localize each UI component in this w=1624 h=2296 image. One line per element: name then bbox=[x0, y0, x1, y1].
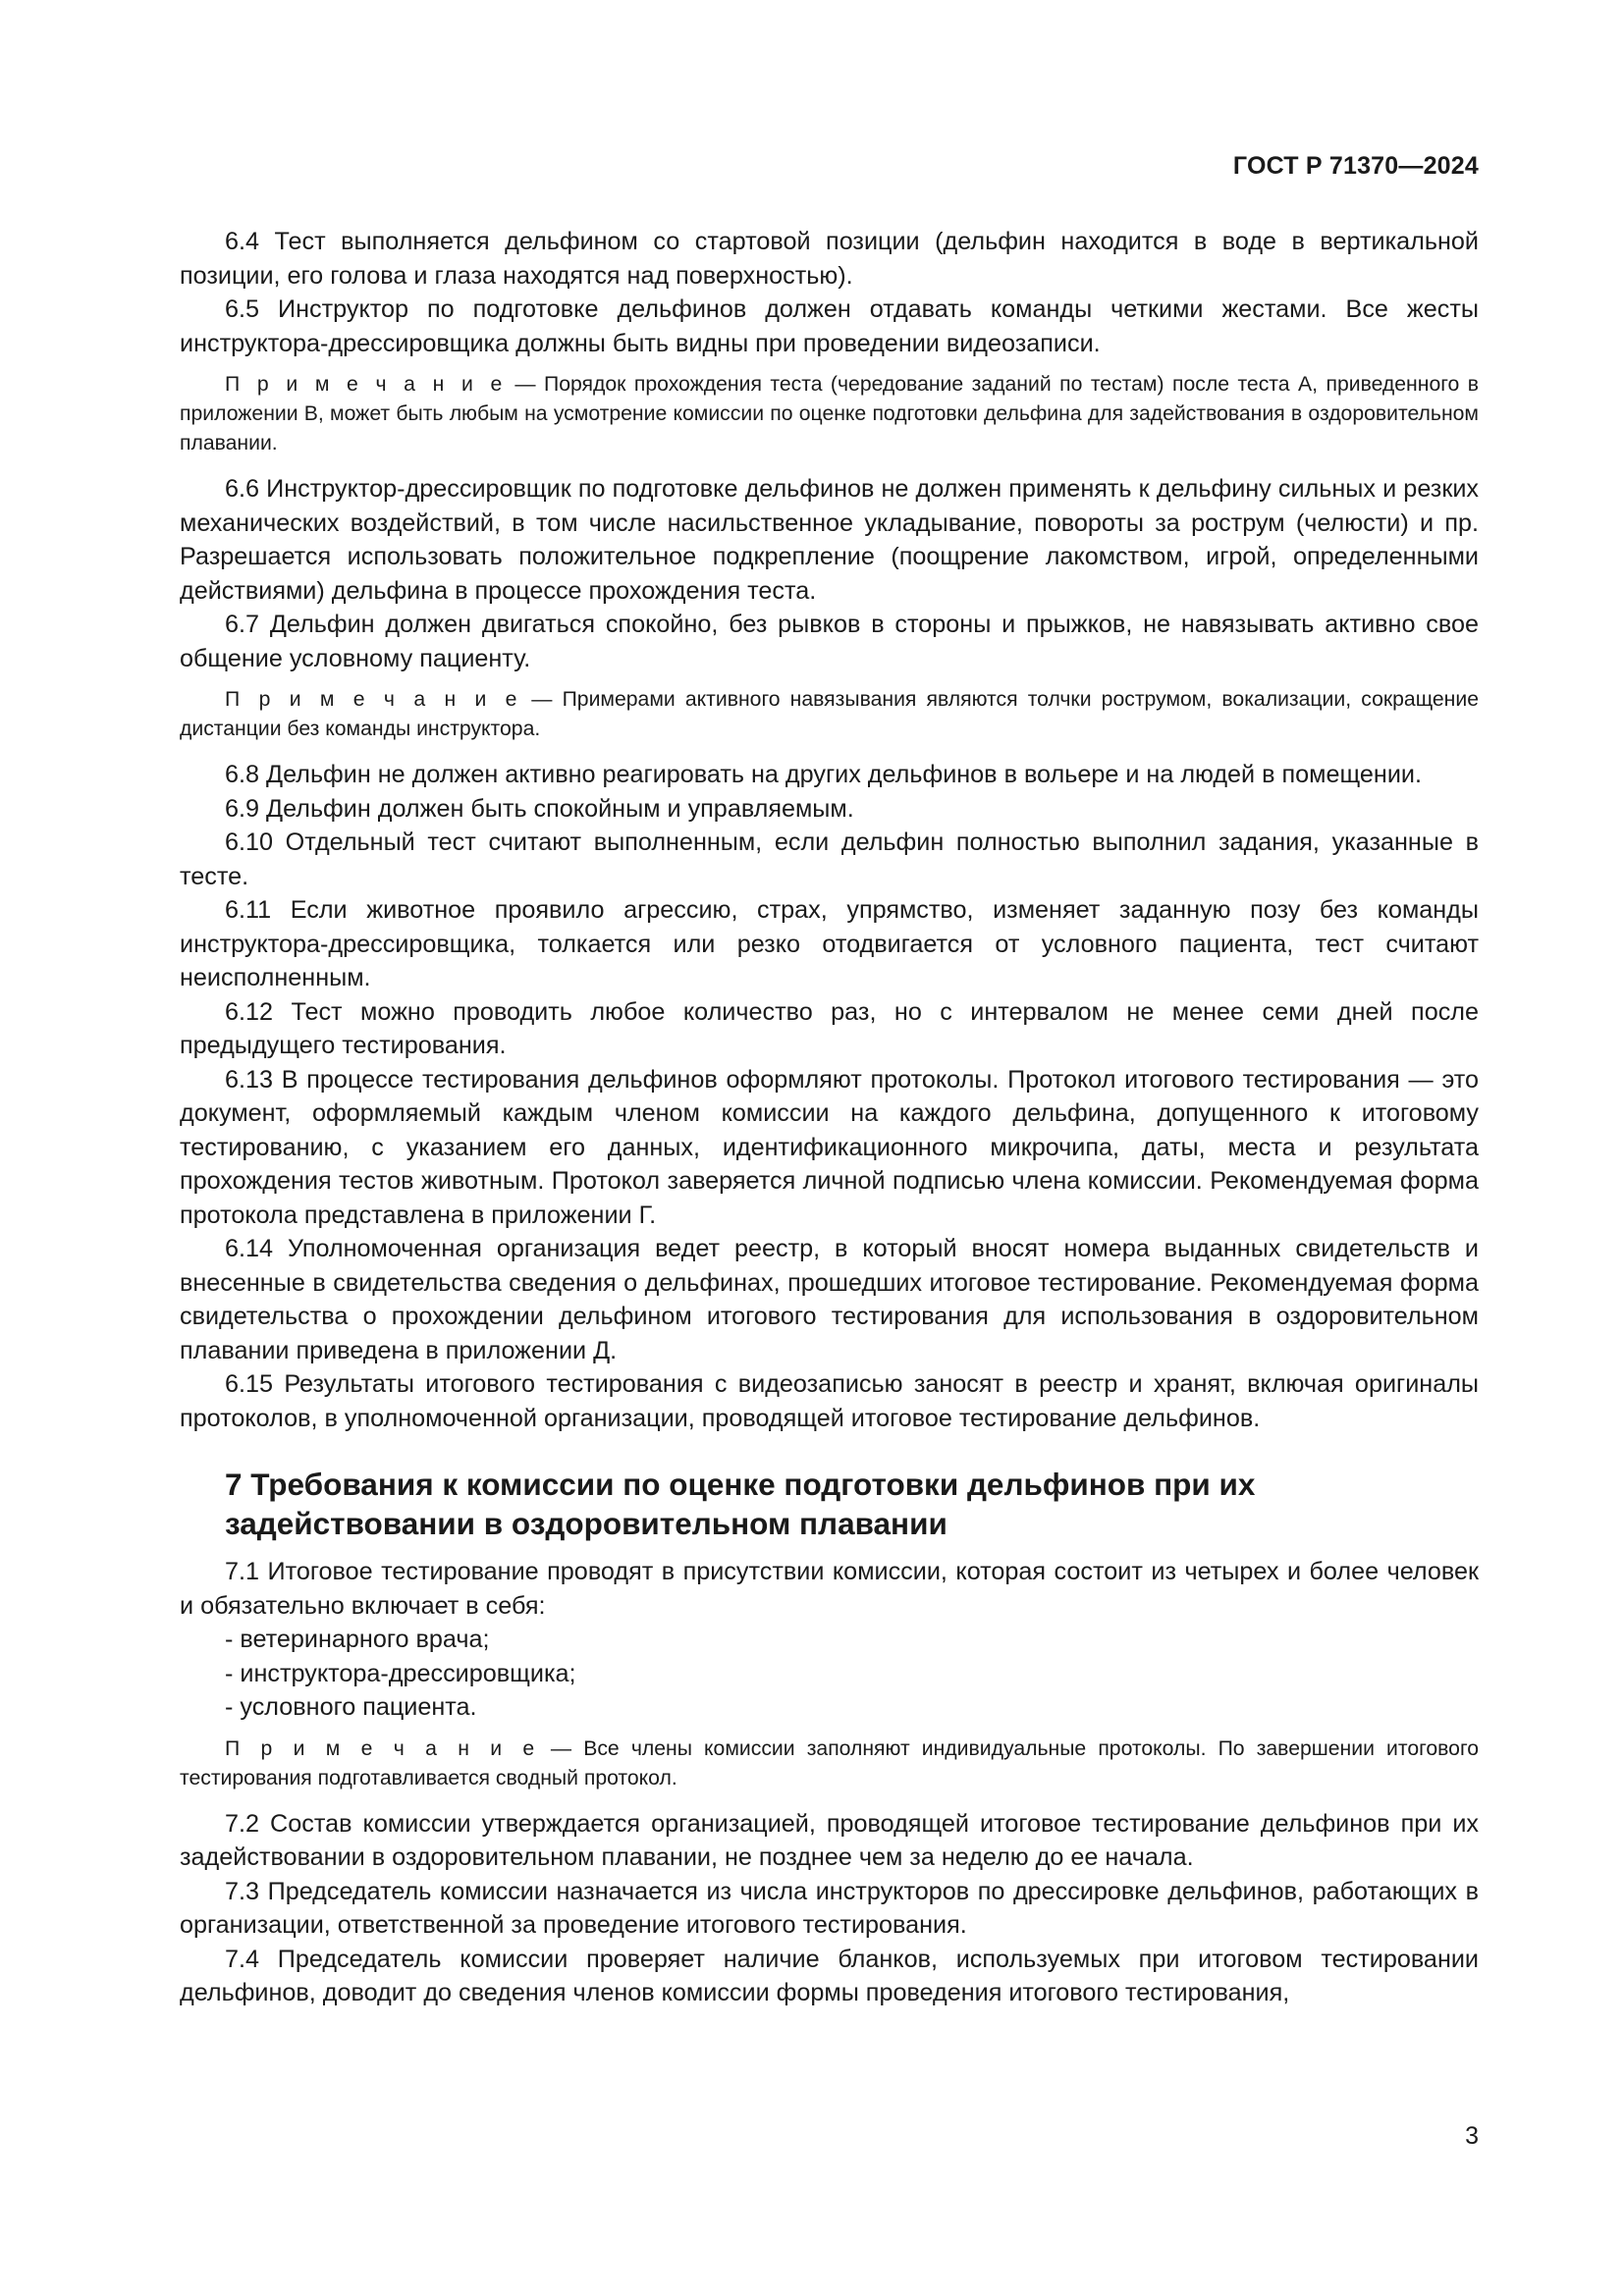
note-label: П р и м е ч а н и е bbox=[225, 373, 507, 396]
list-item: - инструктора-дрессировщика; bbox=[225, 1659, 576, 1687]
paragraph-6-14: 6.14 Уполномоченная организация ведет реестр, в который вносят номера выданных свидетельств и внесенные в свидетельства сведения о дельфинах, прошедших итоговое тестирование. Рекомендуемая форма свидетельства о прохождении дельфином итогового тестирования для использования в оздоровительном плавании приведена в приложении Д. bbox=[180, 1235, 1479, 1364]
paragraph-6-15: 6.15 Результаты итогового тестирования с видеозаписью заносят в реестр и хранят, включая оригиналы протоколов, в уполномоченной организации, проводящей итоговое тестирование дельфинов. bbox=[180, 1370, 1479, 1432]
document-body bbox=[180, 225, 1479, 2010]
note-3-text: — Все члены комиссии заполняют индивидуальные протоколы. По завершении итогового тестирования подготавливается сводный протокол. bbox=[180, 1736, 1480, 1789]
section-7-heading: 7 Требования к комиссии по оценке подготовки дельфинов при их задействовании в оздоровительном плавании bbox=[225, 1467, 1256, 1541]
note-2 bbox=[180, 685, 1479, 744]
list-item: - ветеринарного врача; bbox=[225, 1626, 490, 1653]
paragraph-7-3: 7.3 Председатель комиссии назначается из числа инструкторов по дрессировке дельфинов, работающих в организации, ответственной за проведение итогового тестирования. bbox=[180, 1877, 1479, 1939]
paragraph-6-7: 6.7 Дельфин должен двигаться спокойно, без рывков в стороны и прыжков, не навязывать активно свое общение условному пациенту. bbox=[180, 611, 1479, 672]
note-label: П р и м е ч а н и е bbox=[225, 688, 522, 711]
note-2-text: — Примерами активного навязывания являются толчки рострумом, вокализации, сокращение дистанции без команды инструктора. bbox=[180, 688, 1480, 740]
paragraph-6-4: 6.4 Тест выполняется дельфином со стартовой позиции (дельфин находится в воде в вертикальной позиции, его голова и глаза находятся над поверхностью). bbox=[180, 228, 1479, 290]
paragraph-6-5: 6.5 Инструктор по подготовке дельфинов должен отдавать команды четкими жестами. Все жесты инструктора-дрессировщика должны быть видны при проведении видеозаписи. bbox=[180, 295, 1479, 357]
paragraph-6-11: 6.11 Если животное проявило агрессию, страх, упрямство, изменяет заданную позу без команды инструктора-дрессировщика, толкается или резко отодвигается от условного пациента, тест считают неисполненным. bbox=[180, 896, 1479, 991]
paragraph-6-6: 6.6 Инструктор-дрессировщик по подготовке дельфинов не должен применять к дельфину сильных и резких механических воздействий, в том числе насильственное укладывание, повороты за рострум (челюсти) и пр. Разрешается использовать положительное подкрепление (поощрение лакомством, игрой, определенными действиями) дельфина в процессе прохождения теста. bbox=[180, 475, 1479, 605]
paragraph-6-12: 6.12 Тест можно проводить любое количество раз, но с интервалом не менее семи дней после предыдущего тестирования. bbox=[180, 997, 1479, 1059]
paragraph-6-13: 6.13 В процессе тестирования дельфинов оформляют протоколы. Протокол итогового тестирования — это документ, оформляемый каждым членом комиссии на каждого дельфина, допущенного к итоговому тестированию, с указанием его данных, идентификационного микрочипа, даты, места и результата прохождения тестов животным. Протокол заверяется личной подписью члена комиссии. Рекомендуемая форма протокола представлена в приложении Г. bbox=[180, 1065, 1479, 1229]
page-number: 3 bbox=[1465, 2122, 1479, 2150]
paragraph-6-10: 6.10 Отдельный тест считают выполненным, если дельфин полностью выполнил задания, указанные в тесте. bbox=[180, 828, 1479, 890]
paragraph-7-1: 7.1 Итоговое тестирование проводят в присутствии комиссии, которая состоит из четырех и более человек и обязательно включает в себя: bbox=[180, 1558, 1479, 1620]
note-label: П р и м е ч а н и е bbox=[225, 1736, 539, 1760]
document-id: ГОСТ Р 71370—2024 bbox=[1232, 152, 1479, 180]
note-1-text: — Порядок прохождения теста (чередование заданий по тестам) после теста А, приведенного в приложении В, может быть любым на усмотрение комиссии по оценке подготовки дельфина для задействования в оздоровительном плавании. bbox=[180, 373, 1480, 454]
note-3 bbox=[180, 1735, 1479, 1793]
note-1 bbox=[180, 370, 1479, 458]
list-item: - условного пациента. bbox=[225, 1693, 477, 1721]
paragraph-6-9: 6.9 Дельфин должен быть спокойным и управляемым. bbox=[225, 794, 854, 823]
paragraph-7-2: 7.2 Состав комиссии утверждается организацией, проводящей итоговое тестирование дельфинов при их задействовании в оздоровительном плавании, не позднее чем за неделю до ее начала. bbox=[180, 1809, 1479, 1871]
paragraph-6-8: 6.8 Дельфин не должен активно реагировать на других дельфинов в вольере и на людей в помещении. bbox=[225, 761, 1422, 788]
paragraph-7-4: 7.4 Председатель комиссии проверяет наличие бланков, используемых при итоговом тестировании дельфинов, доводит до сведения членов комиссии формы проведения итогового тестирования, bbox=[180, 1945, 1479, 2006]
